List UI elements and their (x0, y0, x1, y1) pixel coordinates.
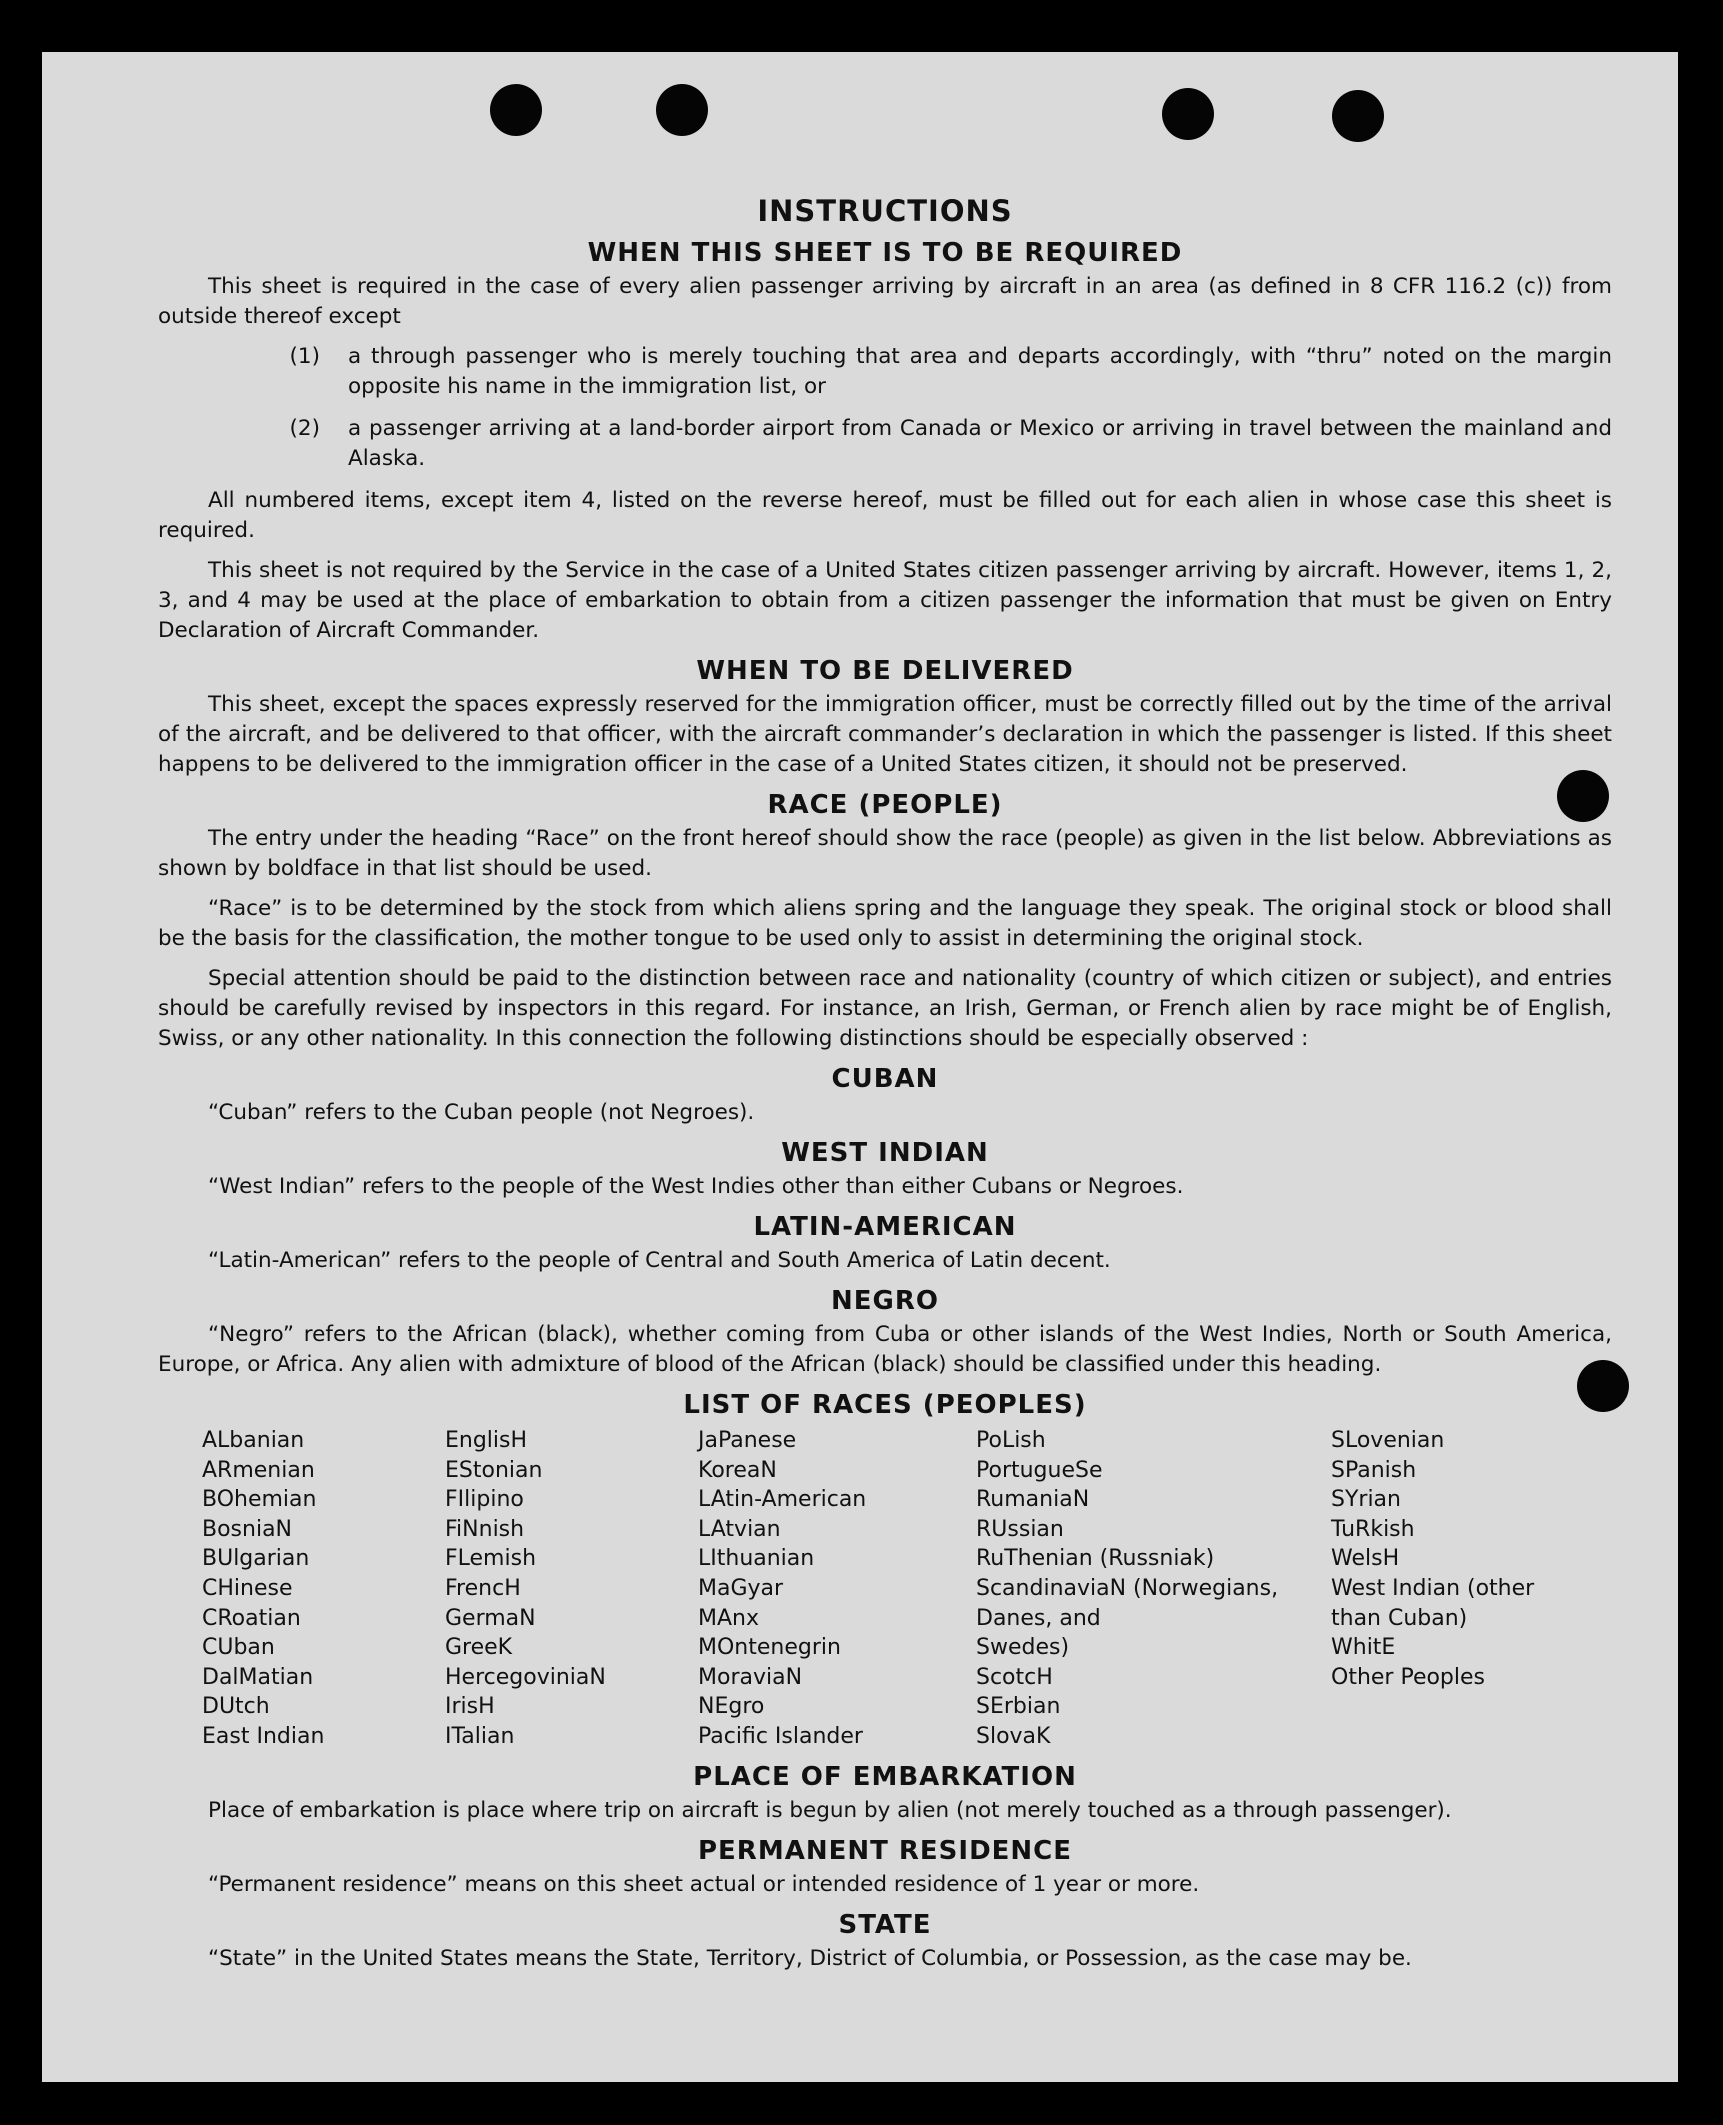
race-item: FiNnish (445, 1516, 525, 1542)
race-item: SLovenian (1331, 1428, 1445, 1453)
race-item: LAtvian (698, 1516, 781, 1542)
race-item: DUtch (202, 1694, 270, 1720)
race-item: BUlgarian (202, 1546, 310, 1572)
race-item: FrencH (445, 1575, 521, 1601)
heading-races-list: LIST OF RACES (PEOPLES) (683, 1390, 1087, 1420)
race-item: BosniaN (202, 1516, 293, 1542)
paragraph-race-nationality: Special attention should be paid to the distinction between race and nationality (country of which citizen or subject), and entries should be carefully revised by inspectors in this regard. For instance, an Irish, German, or French alien by race might be of English, Swiss, or any other nationality. In this connection the following distinctions should be especially observed : (158, 966, 1612, 1051)
exception-text: a passenger arriving at a land-border airport from Canada or Mexico or arriving in travel between the mainland and Alaska. (348, 416, 1612, 471)
paragraph-residence: “Permanent residence” means on this sheet actual or intended residence of 1 year or more. (208, 1871, 1200, 1897)
race-item: ITalian (445, 1723, 515, 1749)
heading-negro: NEGRO (831, 1286, 939, 1316)
punch-hole (1162, 88, 1214, 140)
paragraph-latin-american: “Latin-American” refers to the people of Central and South America of Latin decent. (208, 1248, 1111, 1273)
race-item: GermaN (445, 1605, 536, 1631)
punch-hole (656, 84, 708, 136)
races-list (202, 1426, 1612, 1752)
race-item: EStonian (445, 1457, 543, 1483)
paragraph-citizen: This sheet is not required by the Service in the case of a United States citizen passenger arriving by aircraft. However, items 1, 2, 3, and 4 may be used at the place of embarkation to obtain from a citizen passenger the information that must be given on Entry Declaration of Aircraft Commander. (158, 558, 1612, 643)
race-item: SYrian (1331, 1487, 1401, 1513)
paragraph-embarkation: Place of embarkation is place where trip on aircraft is begun by alien (not merely touched as a through passenger). (208, 1797, 1452, 1823)
race-item: Other Peoples (1331, 1664, 1486, 1690)
race-item: EnglisH (445, 1428, 528, 1453)
paragraph-state: “State” in the United States means the State, Territory, District of Columbia, or Possession, as the case may be. (208, 1945, 1412, 1971)
race-item: MaGyar (698, 1575, 784, 1601)
heading-residence: PERMANENT RESIDENCE (697, 1835, 1073, 1866)
race-item: IrisH (445, 1694, 495, 1720)
heading-embarkation: PLACE OF EMBARKATION (693, 1761, 1077, 1792)
race-item: SErbian (976, 1694, 1061, 1720)
race-item: JaPanese (698, 1428, 797, 1453)
race-item: East Indian (202, 1723, 325, 1749)
races-column (698, 1426, 976, 1752)
race-item: Danes, and (976, 1605, 1101, 1631)
race-item: MoraviaN (698, 1664, 803, 1690)
race-item: GreeK (445, 1635, 513, 1661)
paragraph-numbered-items: All numbered items, except item 4, listed on the reverse hereof, must be filled out for each alien in whose case this sheet is required. (158, 488, 1612, 543)
race-item: KoreaN (698, 1457, 777, 1483)
race-item: ScotcH (976, 1664, 1053, 1690)
race-item: FIlipino (445, 1487, 524, 1513)
paragraph-negro: “Negro” refers to the African (black), whether coming from Cuba or other islands of the West Indies, North or South America, Europe, or Africa. Any alien with admixture of blood of the African (black) should be classified under this heading. (158, 1322, 1612, 1377)
race-item: Pacific Islander (698, 1723, 863, 1749)
race-item: CHinese (202, 1575, 293, 1601)
race-item: ALbanian (202, 1428, 305, 1453)
race-item: HercegoviniaN (445, 1664, 606, 1690)
race-item: FLemish (445, 1546, 537, 1572)
race-item: DalMatian (202, 1664, 314, 1690)
instructions-content (158, 190, 1612, 1984)
race-item: MAnx (698, 1605, 759, 1631)
race-item: SPanish (1331, 1457, 1417, 1483)
paragraph-west-indian: “West Indian” refers to the people of the West Indies other than either Cubans or Negroes. (208, 1174, 1184, 1199)
exception-number: (2) (289, 416, 320, 441)
paragraph-race-stock: “Race” is to be determined by the stock from which aliens spring and the language they speak. The original stock or blood shall be the basis for the classification, the mother tongue to be used only to assist in determining the original stock. (158, 896, 1612, 951)
punch-hole (490, 84, 542, 136)
race-item: RuThenian (Russniak) (976, 1546, 1215, 1572)
race-item: LIthuanian (698, 1546, 815, 1572)
races-column (976, 1426, 1331, 1752)
heading-cuban: CUBAN (831, 1064, 939, 1094)
race-item: MOntenegrin (698, 1635, 841, 1661)
race-item: ARmenian (202, 1457, 315, 1483)
punch-hole (1332, 90, 1384, 142)
race-item: TuRkish (1331, 1516, 1415, 1542)
heading-latin-american: LATIN-AMERICAN (753, 1212, 1017, 1242)
race-item: PoLish (976, 1428, 1046, 1453)
race-item: West Indian (other (1331, 1575, 1535, 1601)
races-column (202, 1426, 445, 1752)
race-item: Swedes) (976, 1635, 1070, 1661)
race-item: than Cuban) (1331, 1605, 1468, 1631)
exception-number: (1) (289, 344, 320, 369)
race-item: LAtin-American (698, 1487, 867, 1513)
paragraph-cuban: “Cuban” refers to the Cuban people (not Negroes). (208, 1100, 755, 1125)
paragraph-race-entry: The entry under the heading “Race” on the front hereof should show the race (people) as given in the list below. Abbreviations as shown by boldface in that list should be used. (158, 826, 1612, 881)
exception-text: a through passenger who is merely touching that area and departs accordingly, with “thru” noted on the margin opposite his name in the immigration list, or (348, 344, 1612, 399)
heading-race: RACE (PEOPLE) (767, 790, 1003, 820)
race-item: NEgro (698, 1694, 765, 1720)
exception-item (158, 342, 1612, 402)
heading-west-indian: WEST INDIAN (781, 1138, 989, 1168)
race-item: BOhemian (202, 1487, 317, 1513)
race-item: WelsH (1331, 1546, 1400, 1572)
races-column (1331, 1426, 1591, 1752)
heading-required: WHEN THIS SHEET IS TO BE REQUIRED (587, 238, 1183, 268)
heading-delivered: WHEN TO BE DELIVERED (696, 656, 1074, 686)
heading-state: STATE (838, 1909, 932, 1940)
race-item: ScandinaviaN (Norwegians, (976, 1575, 1279, 1601)
race-item: SlovaK (976, 1723, 1051, 1749)
race-item: CUban (202, 1635, 275, 1661)
race-item: RUssian (976, 1516, 1064, 1542)
paragraph-required-intro: This sheet is required in the case of every alien passenger arriving by aircraft in an area (as defined in 8 CFR 116.2 (c)) from outside thereof except (158, 274, 1612, 329)
race-item: RumaniaN (976, 1487, 1090, 1513)
page-title: INSTRUCTIONS (757, 194, 1013, 228)
race-item: WhitE (1331, 1635, 1396, 1661)
paragraph-delivered: This sheet, except the spaces expressly reserved for the immigration officer, must be correctly filled out by the time of the arrival of the aircraft, and be delivered to that officer, with the aircraft commander’s declaration in which the passenger is listed. If this sheet happens to be delivered to the immigration officer in the case of a United States citizen, it should not be preserved. (158, 692, 1612, 777)
race-item: CRoatian (202, 1605, 301, 1631)
race-item: PortugueSe (976, 1457, 1103, 1483)
document-page (42, 52, 1678, 2082)
exception-item (158, 414, 1612, 474)
races-column (445, 1426, 698, 1752)
